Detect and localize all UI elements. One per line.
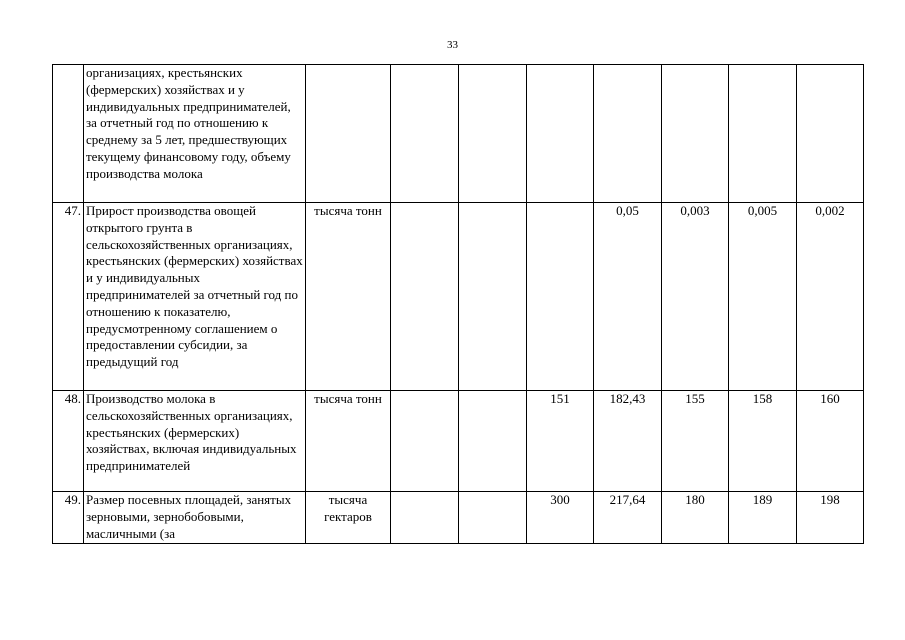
value-cell <box>797 65 864 203</box>
value-cell: 155 <box>662 391 729 492</box>
table-row <box>53 391 864 492</box>
page-number: 33 <box>447 39 458 51</box>
value-cell: 180 <box>662 492 729 544</box>
row-number: 47. <box>53 203 84 391</box>
value-cell <box>459 391 527 492</box>
value-cell <box>391 65 459 203</box>
table-body <box>53 65 864 544</box>
value-cell: 0,005 <box>729 203 797 391</box>
unit-cell: тысяча тонн <box>306 203 391 391</box>
value-cell <box>662 65 729 203</box>
row-number <box>53 65 84 203</box>
table-row <box>53 492 864 544</box>
unit-cell: тысяча гектаров <box>306 492 391 544</box>
value-cell: 151 <box>527 391 594 492</box>
value-cell <box>527 65 594 203</box>
indicator-name: организациях, крестьянских (фермерских) хозяйствах и у индивидуальных предпринимателей, за отчетный год по отношению к среднему за 5 лет, предшествующих текущему финансовому году, объему производства молока <box>84 65 306 203</box>
value-cell: 160 <box>797 391 864 492</box>
value-cell <box>527 203 594 391</box>
value-cell <box>594 65 662 203</box>
value-cell <box>729 65 797 203</box>
value-cell: 198 <box>797 492 864 544</box>
value-cell: 300 <box>527 492 594 544</box>
table-row <box>53 65 864 203</box>
table-row <box>53 203 864 391</box>
row-number: 49. <box>53 492 84 544</box>
value-cell <box>459 203 527 391</box>
value-cell <box>459 65 527 203</box>
value-cell <box>391 492 459 544</box>
value-cell <box>459 492 527 544</box>
unit-cell: тысяча тонн <box>306 391 391 492</box>
value-cell: 182,43 <box>594 391 662 492</box>
value-cell: 158 <box>729 391 797 492</box>
indicator-name: Производство молока в сельскохозяйственных организациях, крестьянских (фермерских) хозяйствах, включая индивидуальных предпринимателей <box>84 391 306 492</box>
indicator-table <box>52 64 864 544</box>
row-number: 48. <box>53 391 84 492</box>
value-cell: 217,64 <box>594 492 662 544</box>
value-cell <box>391 391 459 492</box>
indicator-name: Размер посевных площадей, занятых зерновыми, зернобобовыми, масличными (за <box>84 492 306 544</box>
unit-cell <box>306 65 391 203</box>
indicator-name: Прирост производства овощей открытого грунта в сельскохозяйственных организациях, крестьянских (фермерских) хозяйствах и у индивидуальных предпринимателей за отчетный год по отношению к показателю, предусмотренному соглашением о предоставлении субсидии, за предыдущий год <box>84 203 306 391</box>
value-cell <box>391 203 459 391</box>
value-cell: 0,002 <box>797 203 864 391</box>
value-cell: 0,05 <box>594 203 662 391</box>
value-cell: 189 <box>729 492 797 544</box>
value-cell: 0,003 <box>662 203 729 391</box>
